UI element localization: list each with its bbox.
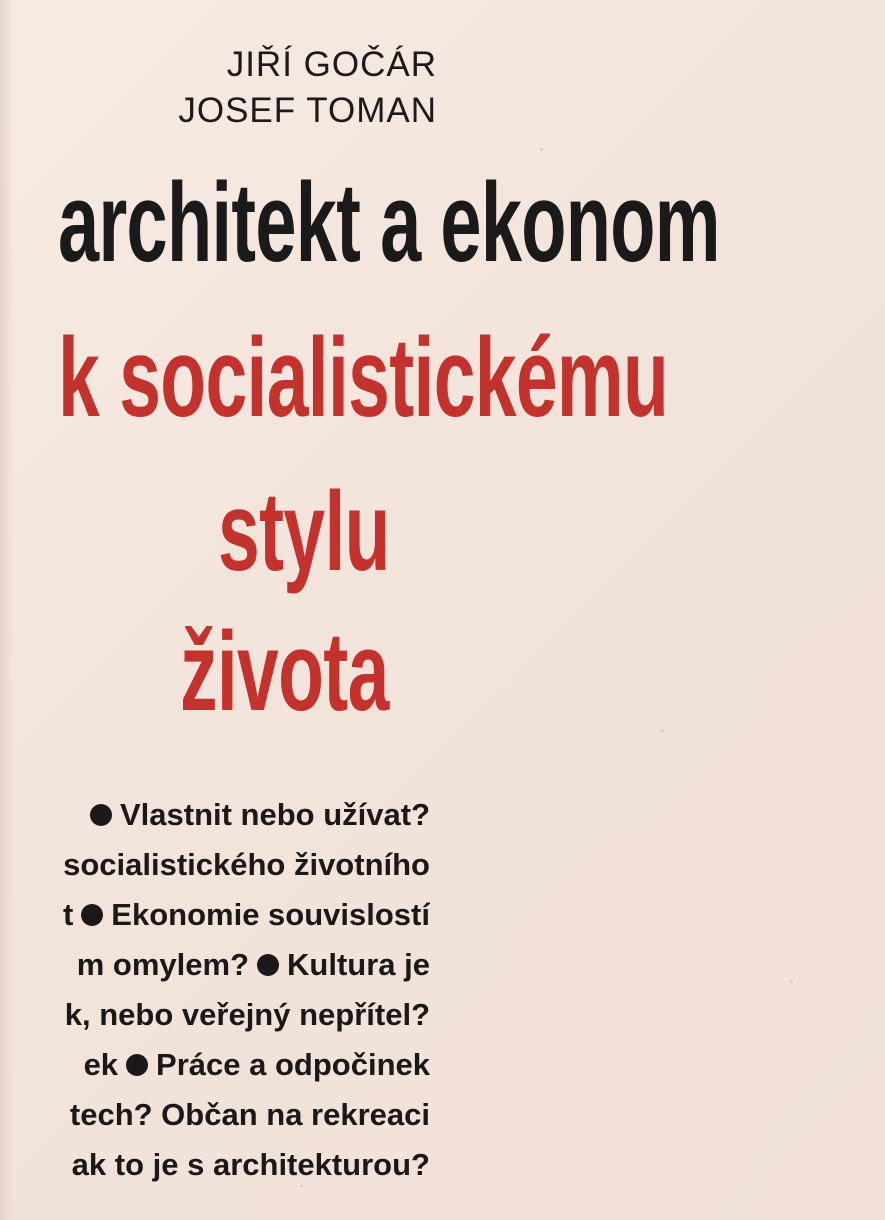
blurb-line: m omylem? Kultura je: [76, 947, 430, 982]
title-line-4: života: [180, 609, 389, 734]
paper-speck: [660, 730, 664, 732]
blurb-line: socialistického životního: [63, 847, 430, 882]
author-name-1: JIŘÍ GOČÁR: [226, 45, 437, 84]
back-blurb-list: [0, 790, 430, 1190]
paper-speck: [540, 148, 543, 151]
paper-speck: [790, 980, 793, 983]
blurb-line: t Ekonomie souvislostí: [62, 897, 430, 932]
bullet-icon: [81, 904, 103, 926]
title-line-1: architekt a ekonom: [58, 160, 720, 285]
bullet-icon: [257, 954, 279, 976]
paper-speck: [300, 1185, 303, 1187]
blurb-line: ek Práce a odpočinek: [83, 1047, 430, 1082]
blurb-line: k, nebo veřejný nepřítel?: [64, 997, 430, 1032]
blurb-line: Vlastnit nebo užívat?: [0, 790, 430, 840]
bullet-icon: [126, 1054, 148, 1076]
author-block: [178, 42, 437, 134]
author-name-2: JOSEF TOMAN: [178, 91, 437, 130]
title-line-3: stylu: [218, 469, 390, 594]
bullet-icon: [90, 804, 112, 826]
blurb-line: ak to je s architekturou?: [71, 1147, 430, 1182]
blurb-line: tech? Občan na rekreaci: [69, 1097, 430, 1132]
title-line-2: k socialistickému: [58, 315, 669, 440]
